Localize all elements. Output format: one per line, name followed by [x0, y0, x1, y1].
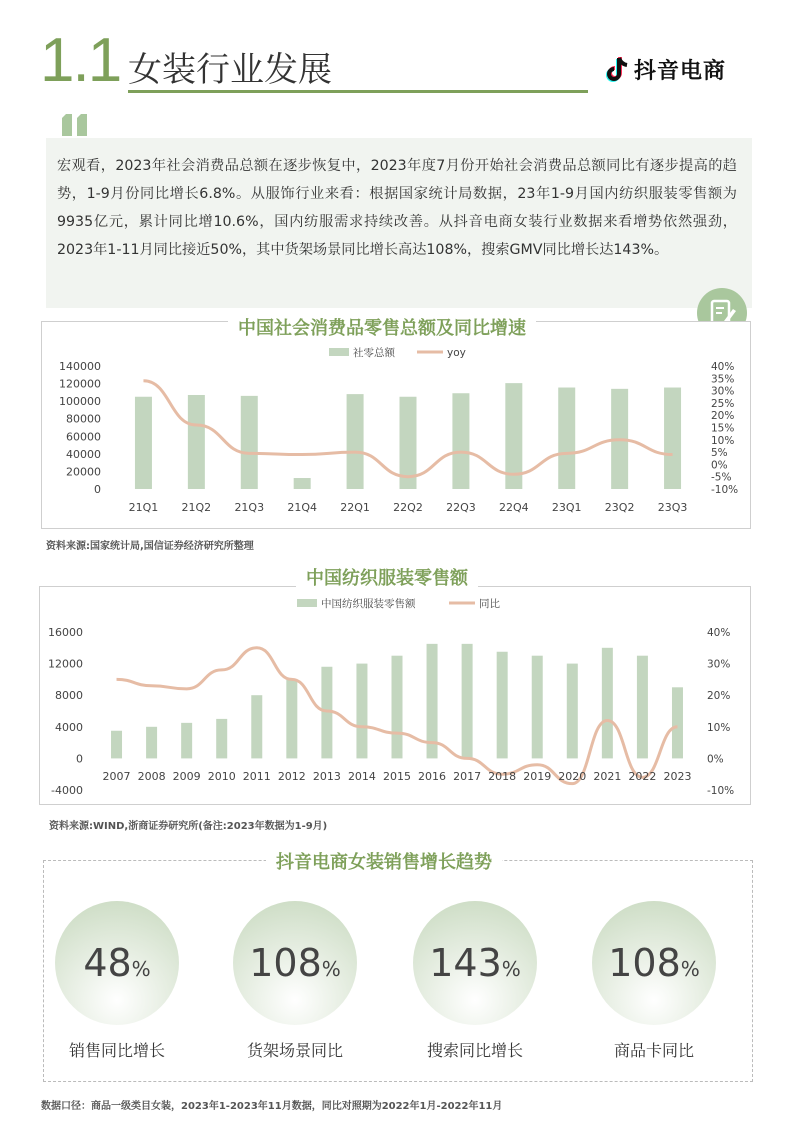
retail-sales-y-left-tick: 20000 [66, 465, 101, 479]
retail-sales-category-label: 23Q2 [604, 501, 635, 514]
textile-sales-bar [111, 731, 122, 759]
textile-sales-bar [602, 648, 613, 759]
retail-sales-source: 资料来源:国家统计局,国信证券经济研究所整理 [46, 541, 254, 552]
retail-sales-bar [664, 388, 681, 489]
stat-unit-product-card: % [680, 957, 700, 981]
textile-sales-category-label: 2013 [312, 770, 341, 783]
retail-sales-y-right-tick: 25% [711, 397, 735, 410]
tiktok-icon [604, 56, 630, 84]
section-number: 1.1 [40, 26, 121, 95]
textile-sales-bar [251, 695, 262, 758]
retail-sales-y-right-tick: 15% [711, 422, 735, 435]
retail-sales-bar [294, 478, 311, 489]
textile-sales-bar [392, 656, 403, 759]
retail-sales-y-left-tick: 80000 [66, 412, 101, 426]
retail-sales-legend-bar-label: 社零总额 [353, 347, 395, 359]
stat-circle-product-card [592, 901, 716, 1025]
textile-sales-bar [637, 656, 648, 759]
textile-sales-y-left-tick: 16000 [48, 626, 83, 639]
stat-value-sales: 48 [83, 941, 132, 985]
retail-sales-bar [558, 388, 575, 489]
stat-value-search: 143 [429, 941, 502, 985]
textile-sales-bar [497, 652, 508, 759]
textile-sales-legend-line-label: 同比 [479, 598, 500, 610]
textile-sales-bar [462, 644, 473, 759]
textile-sales-y-right-tick: 30% [707, 658, 731, 671]
retail-sales-legend-line-label: yoy [447, 347, 466, 359]
textile-sales-category-label: 2012 [277, 770, 306, 783]
textile-sales-legend-bar-label: 中国纺织服装零售额 [321, 598, 416, 610]
retail-sales-y-right-tick: 0% [711, 459, 728, 472]
textile-sales-category-label: 2010 [207, 770, 236, 783]
textile-sales-category-label: 2019 [523, 770, 552, 783]
textile-sales-bar [567, 664, 578, 759]
textile-sales-y-right-tick: 40% [707, 627, 731, 639]
retail-sales-chart-title: 中国社会消费品零售总额及同比增速 [228, 314, 536, 340]
retail-sales-y-left-tick: 140000 [59, 360, 101, 373]
page-title: 女装行业发展 [128, 50, 332, 90]
retail-sales-bar [347, 394, 364, 489]
textile-sales-bar [146, 727, 157, 759]
stat-label-search: 搜索同比增长 [426, 1041, 523, 1060]
textile-sales-chart-title: 中国纺织服装零售额 [296, 564, 478, 590]
brand-logo [604, 54, 726, 85]
retail-sales-bar [241, 396, 258, 489]
retail-sales-bar [452, 393, 469, 489]
retail-sales-y-right-tick: 30% [711, 385, 735, 398]
textile-sales-source: 资料来源:WIND,浙商证券研究所(备注:2023年数据为1-9月) [49, 821, 328, 832]
retail-sales-y-right-tick: 20% [711, 410, 735, 423]
retail-sales-chart [41, 336, 749, 526]
textile-sales-y-right-tick: 0% [707, 753, 724, 766]
textile-sales-category-label: 2009 [172, 770, 201, 783]
retail-sales-bar [135, 397, 152, 489]
retail-sales-category-label: 22Q3 [446, 501, 476, 514]
retail-sales-y-left-tick: 120000 [59, 377, 101, 391]
textile-sales-category-label: 2016 [418, 770, 447, 783]
textile-sales-category-label: 2021 [593, 770, 622, 783]
quote-icon [60, 112, 90, 138]
textile-sales-category-label: 2023 [663, 770, 692, 783]
textile-sales-bar [356, 664, 367, 759]
textile-sales-category-label: 2018 [488, 770, 517, 783]
textile-sales-chart [39, 592, 749, 802]
stat-label-sales: 销售同比增长 [68, 1041, 165, 1060]
stat-circle-search [413, 901, 537, 1025]
textile-sales-y-right-tick: 10% [707, 721, 731, 734]
retail-sales-y-left-tick: 40000 [66, 447, 101, 461]
stat-value-shelf: 108 [249, 941, 322, 985]
textile-sales-y-left-tick: -4000 [51, 784, 83, 797]
retail-sales-category-label: 23Q1 [551, 501, 582, 514]
stat-value-product-card: 108 [608, 941, 681, 985]
textile-sales-y-left-tick: 12000 [48, 657, 83, 671]
retail-sales-category-label: 22Q1 [340, 501, 370, 514]
stat-unit-sales: % [131, 957, 151, 981]
textile-sales-category-label: 2022 [628, 770, 657, 783]
retail-sales-y-left-tick: 60000 [66, 430, 101, 444]
textile-sales-category-label: 2017 [453, 770, 482, 783]
stats-footnote: 数据口径：商品一级类目女装，2023年1-2023年11月数据，同比对照期为2022年1月-2022年11月 [41, 1101, 503, 1112]
retail-sales-y-right-tick: 40% [711, 361, 735, 373]
textile-sales-bar [216, 719, 227, 759]
stat-circle-shelf [233, 901, 357, 1025]
retail-sales-y-right-tick: 35% [711, 373, 735, 386]
textile-sales-category-label: 2011 [242, 770, 271, 783]
textile-sales-category-label: 2007 [102, 770, 131, 783]
growth-stats-title: 抖音电商女装销售增长趋势 [266, 848, 502, 874]
textile-sales-category-label: 2014 [347, 770, 376, 783]
retail-sales-category-label: 21Q1 [128, 501, 159, 514]
retail-sales-y-right-tick: -5% [711, 471, 732, 484]
retail-sales-y-left-tick: 0 [94, 483, 101, 496]
retail-sales-y-left-tick: 100000 [59, 395, 101, 409]
stat-label-shelf: 货架场景同比 [246, 1041, 343, 1060]
stat-label-product-card: 商品卡同比 [613, 1041, 694, 1060]
stat-circle-sales [55, 901, 179, 1025]
textile-sales-bar [532, 656, 543, 759]
textile-sales-bar [181, 723, 192, 759]
retail-sales-legend-bar-swatch [329, 348, 349, 356]
retail-sales-y-right-tick: -10% [711, 484, 739, 496]
intro-paragraph: 宏观看，2023年社会消费品总额在逐步恢复中，2023年度7月份开始社会消费品总额同比有逐步提高的趋势，1-9月份同比增长6.8%。从服饰行业来看：根据国家统计局数据，23年1-9月国内纺织服装零售额为9935亿元，累计同比增10.6%，国内纺服需求持续改善。从抖音电商女装行业数据来看增势依然强劲，2023年1-11月同比接近50%，其中货架场景同比增长高达108%，搜索GMV同比增长达143%。 [57, 158, 737, 258]
retail-sales-bar [188, 395, 205, 489]
retail-sales-category-label: 22Q2 [393, 501, 423, 514]
stat-unit-search: % [501, 957, 521, 981]
brand-name: 抖音电商 [634, 59, 727, 84]
retail-sales-y-right-tick: 10% [711, 434, 735, 447]
retail-sales-category-label: 23Q3 [657, 501, 688, 514]
retail-sales-y-right-tick: 5% [711, 447, 728, 460]
textile-sales-y-left-tick: 8000 [55, 689, 83, 703]
textile-sales-y-right-tick: 20% [707, 690, 731, 703]
textile-sales-bar [286, 679, 297, 758]
retail-sales-category-label: 21Q3 [234, 501, 265, 514]
textile-sales-y-left-tick: 0 [76, 752, 83, 766]
retail-sales-category-label: 21Q2 [181, 501, 212, 514]
retail-sales-category-label: 21Q4 [287, 501, 318, 514]
textile-sales-y-right-tick: -10% [707, 785, 735, 797]
textile-sales-category-label: 2015 [383, 770, 411, 783]
textile-sales-legend-bar-swatch [297, 599, 317, 607]
textile-sales-bar [672, 687, 683, 758]
retail-sales-category-label: 22Q4 [498, 501, 529, 514]
textile-sales-category-label: 2008 [137, 770, 166, 783]
stat-unit-shelf: % [321, 957, 341, 981]
textile-sales-y-left-tick: 4000 [55, 720, 83, 734]
textile-sales-category-label: 2020 [558, 770, 587, 783]
